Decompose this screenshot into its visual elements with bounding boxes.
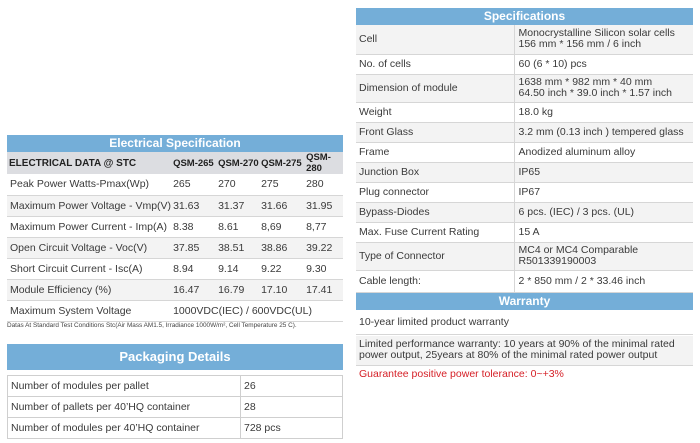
electrical-table <box>7 152 343 322</box>
electrical-spec-title: Electrical Specification <box>7 135 343 152</box>
column-header: QSM-275 <box>259 152 304 174</box>
performance-warranty: Limited performance warranty: 10 years at 90% of the minimal rated power output, 25years at 80% of the minimal rated power output <box>356 336 693 366</box>
value-line: Monocrystalline Silicon solar cells <box>518 27 675 40</box>
warranty-title: Warranty <box>356 293 693 310</box>
cell-value: IP67 <box>514 182 693 202</box>
product-warranty: 10-year limited product warranty <box>356 310 693 335</box>
table-row <box>8 418 343 439</box>
table-row <box>356 242 693 270</box>
cell-value <box>514 242 693 270</box>
value-line: MC4 or MC4 Comparable <box>518 244 639 256</box>
row-label: Weight <box>356 102 514 122</box>
cell-value: 39.22 <box>304 237 343 258</box>
cell-value: 31.37 <box>216 195 259 216</box>
cell-value: 17.41 <box>304 279 343 300</box>
cell-value: 9.22 <box>259 258 304 279</box>
row-label: Dimension of module <box>356 74 514 102</box>
table-row <box>356 182 693 202</box>
cell-value: 17.10 <box>259 279 304 300</box>
stc-footnote <box>7 322 297 329</box>
cell-value: 16.79 <box>216 279 259 300</box>
table-row <box>356 122 693 142</box>
table-row <box>356 222 693 242</box>
footnote-lead: Datas <box>7 322 24 329</box>
power-tolerance: Guarantee positive power tolerance: 0~+3% <box>359 368 564 380</box>
cell-value: 728 pcs <box>241 418 343 439</box>
cell-value: 270 <box>216 174 259 195</box>
column-header: QSM-270 <box>216 152 259 174</box>
table-row <box>356 142 693 162</box>
row-label: No. of cells <box>356 54 514 74</box>
row-label: Short Circuit Current - Isc(A) <box>7 258 171 279</box>
row-label: Maximum Power Voltage - Vmp(V) <box>7 195 171 216</box>
table-row <box>356 54 693 74</box>
row-label: Maximum Power Current - Imp(A) <box>7 216 171 237</box>
row-label: Junction Box <box>356 162 514 182</box>
cell-value: 9.30 <box>304 258 343 279</box>
table-row <box>7 174 343 195</box>
value-line: 1638 mm * 982 mm * 40 mm <box>518 76 653 88</box>
row-label: Open Circuit Voltage - Voc(V) <box>7 237 171 258</box>
value-line: 64.50 inch * 39.0 inch * 1.57 inch <box>518 87 673 99</box>
table-row <box>7 258 343 279</box>
row-label: Bypass-Diodes <box>356 202 514 222</box>
table-row <box>7 279 343 300</box>
row-label: Cell <box>356 25 514 54</box>
row-label: Maximum System Voltage <box>7 300 171 321</box>
cell-value: 60 (6 * 10) pcs <box>514 54 693 74</box>
cell-value: 8.38 <box>171 216 216 237</box>
cell-value: 275 <box>259 174 304 195</box>
packaging-title: Packaging Details <box>7 344 343 370</box>
table-row <box>356 102 693 122</box>
cell-value: 8.61 <box>216 216 259 237</box>
cell-value <box>514 25 693 54</box>
cell-value: Anodized aluminum alloy <box>514 142 693 162</box>
cell-value: 2 * 850 mm / 2 * 33.46 inch <box>514 270 693 292</box>
cell-value: 3.2 mm (0.13 inch ) tempered glass <box>514 122 693 142</box>
specifications-table <box>356 25 693 293</box>
column-header: QSM-280 <box>304 152 343 174</box>
table-row <box>356 25 693 54</box>
row-label: Number of pallets per 40’HQ container <box>8 397 241 418</box>
row-label: Frame <box>356 142 514 162</box>
row-label: Max. Fuse Current Rating <box>356 222 514 242</box>
table-row <box>8 397 343 418</box>
cell-value: 9.14 <box>216 258 259 279</box>
cell-value: 1000VDC(IEC) / 600VDC(UL) <box>171 300 343 321</box>
cell-value: 31.63 <box>171 195 216 216</box>
table-header-row <box>7 152 343 174</box>
cell-value: 38.51 <box>216 237 259 258</box>
row-label: Peak Power Watts-Pmax(Wp) <box>7 174 171 195</box>
row-label: Plug connector <box>356 182 514 202</box>
cell-value: 31.66 <box>259 195 304 216</box>
packaging-table <box>7 375 343 439</box>
specifications-title: Specifications <box>356 8 693 25</box>
cell-value: 31.95 <box>304 195 343 216</box>
table-row <box>356 202 693 222</box>
cell-value: 37.85 <box>171 237 216 258</box>
cell-value: 16.47 <box>171 279 216 300</box>
value-line: 156 mm * 156 mm / 6 inch <box>518 38 642 51</box>
row-label: Cable length: <box>356 270 514 292</box>
table-row <box>7 300 343 321</box>
column-header: QSM-265 <box>171 152 216 174</box>
table-row <box>356 74 693 102</box>
value-line: R501339190003 <box>518 255 597 267</box>
row-label: Type of Connector <box>356 242 514 270</box>
cell-value: 26 <box>241 376 343 397</box>
row-label: Module Efficiency (%) <box>7 279 171 300</box>
cell-value: 6 pcs. (IEC) / 3 pcs. (UL) <box>514 202 693 222</box>
table-row <box>356 270 693 292</box>
cell-value <box>514 74 693 102</box>
cell-value: 265 <box>171 174 216 195</box>
cell-value: 8.94 <box>171 258 216 279</box>
footnote-text: At Standard Test Conditions Stc(Air Mass AM1.5, Irradiance 1000W/m², Cell Temperature 25 C). <box>23 322 297 329</box>
table-row <box>7 195 343 216</box>
cell-value: IP65 <box>514 162 693 182</box>
row-label: Number of modules per 40’HQ container <box>8 418 241 439</box>
cell-value: 28 <box>241 397 343 418</box>
cell-value: 8,69 <box>259 216 304 237</box>
cell-value: 15 A <box>514 222 693 242</box>
cell-value: 38.86 <box>259 237 304 258</box>
table-row <box>8 376 343 397</box>
cell-value: 18.0 kg <box>514 102 693 122</box>
column-header: ELECTRICAL DATA @ STC <box>7 152 171 174</box>
cell-value: 8,77 <box>304 216 343 237</box>
row-label: Number of modules per pallet <box>8 376 241 397</box>
table-row <box>7 237 343 258</box>
cell-value: 280 <box>304 174 343 195</box>
row-label: Front Glass <box>356 122 514 142</box>
table-row <box>356 162 693 182</box>
table-row <box>7 216 343 237</box>
